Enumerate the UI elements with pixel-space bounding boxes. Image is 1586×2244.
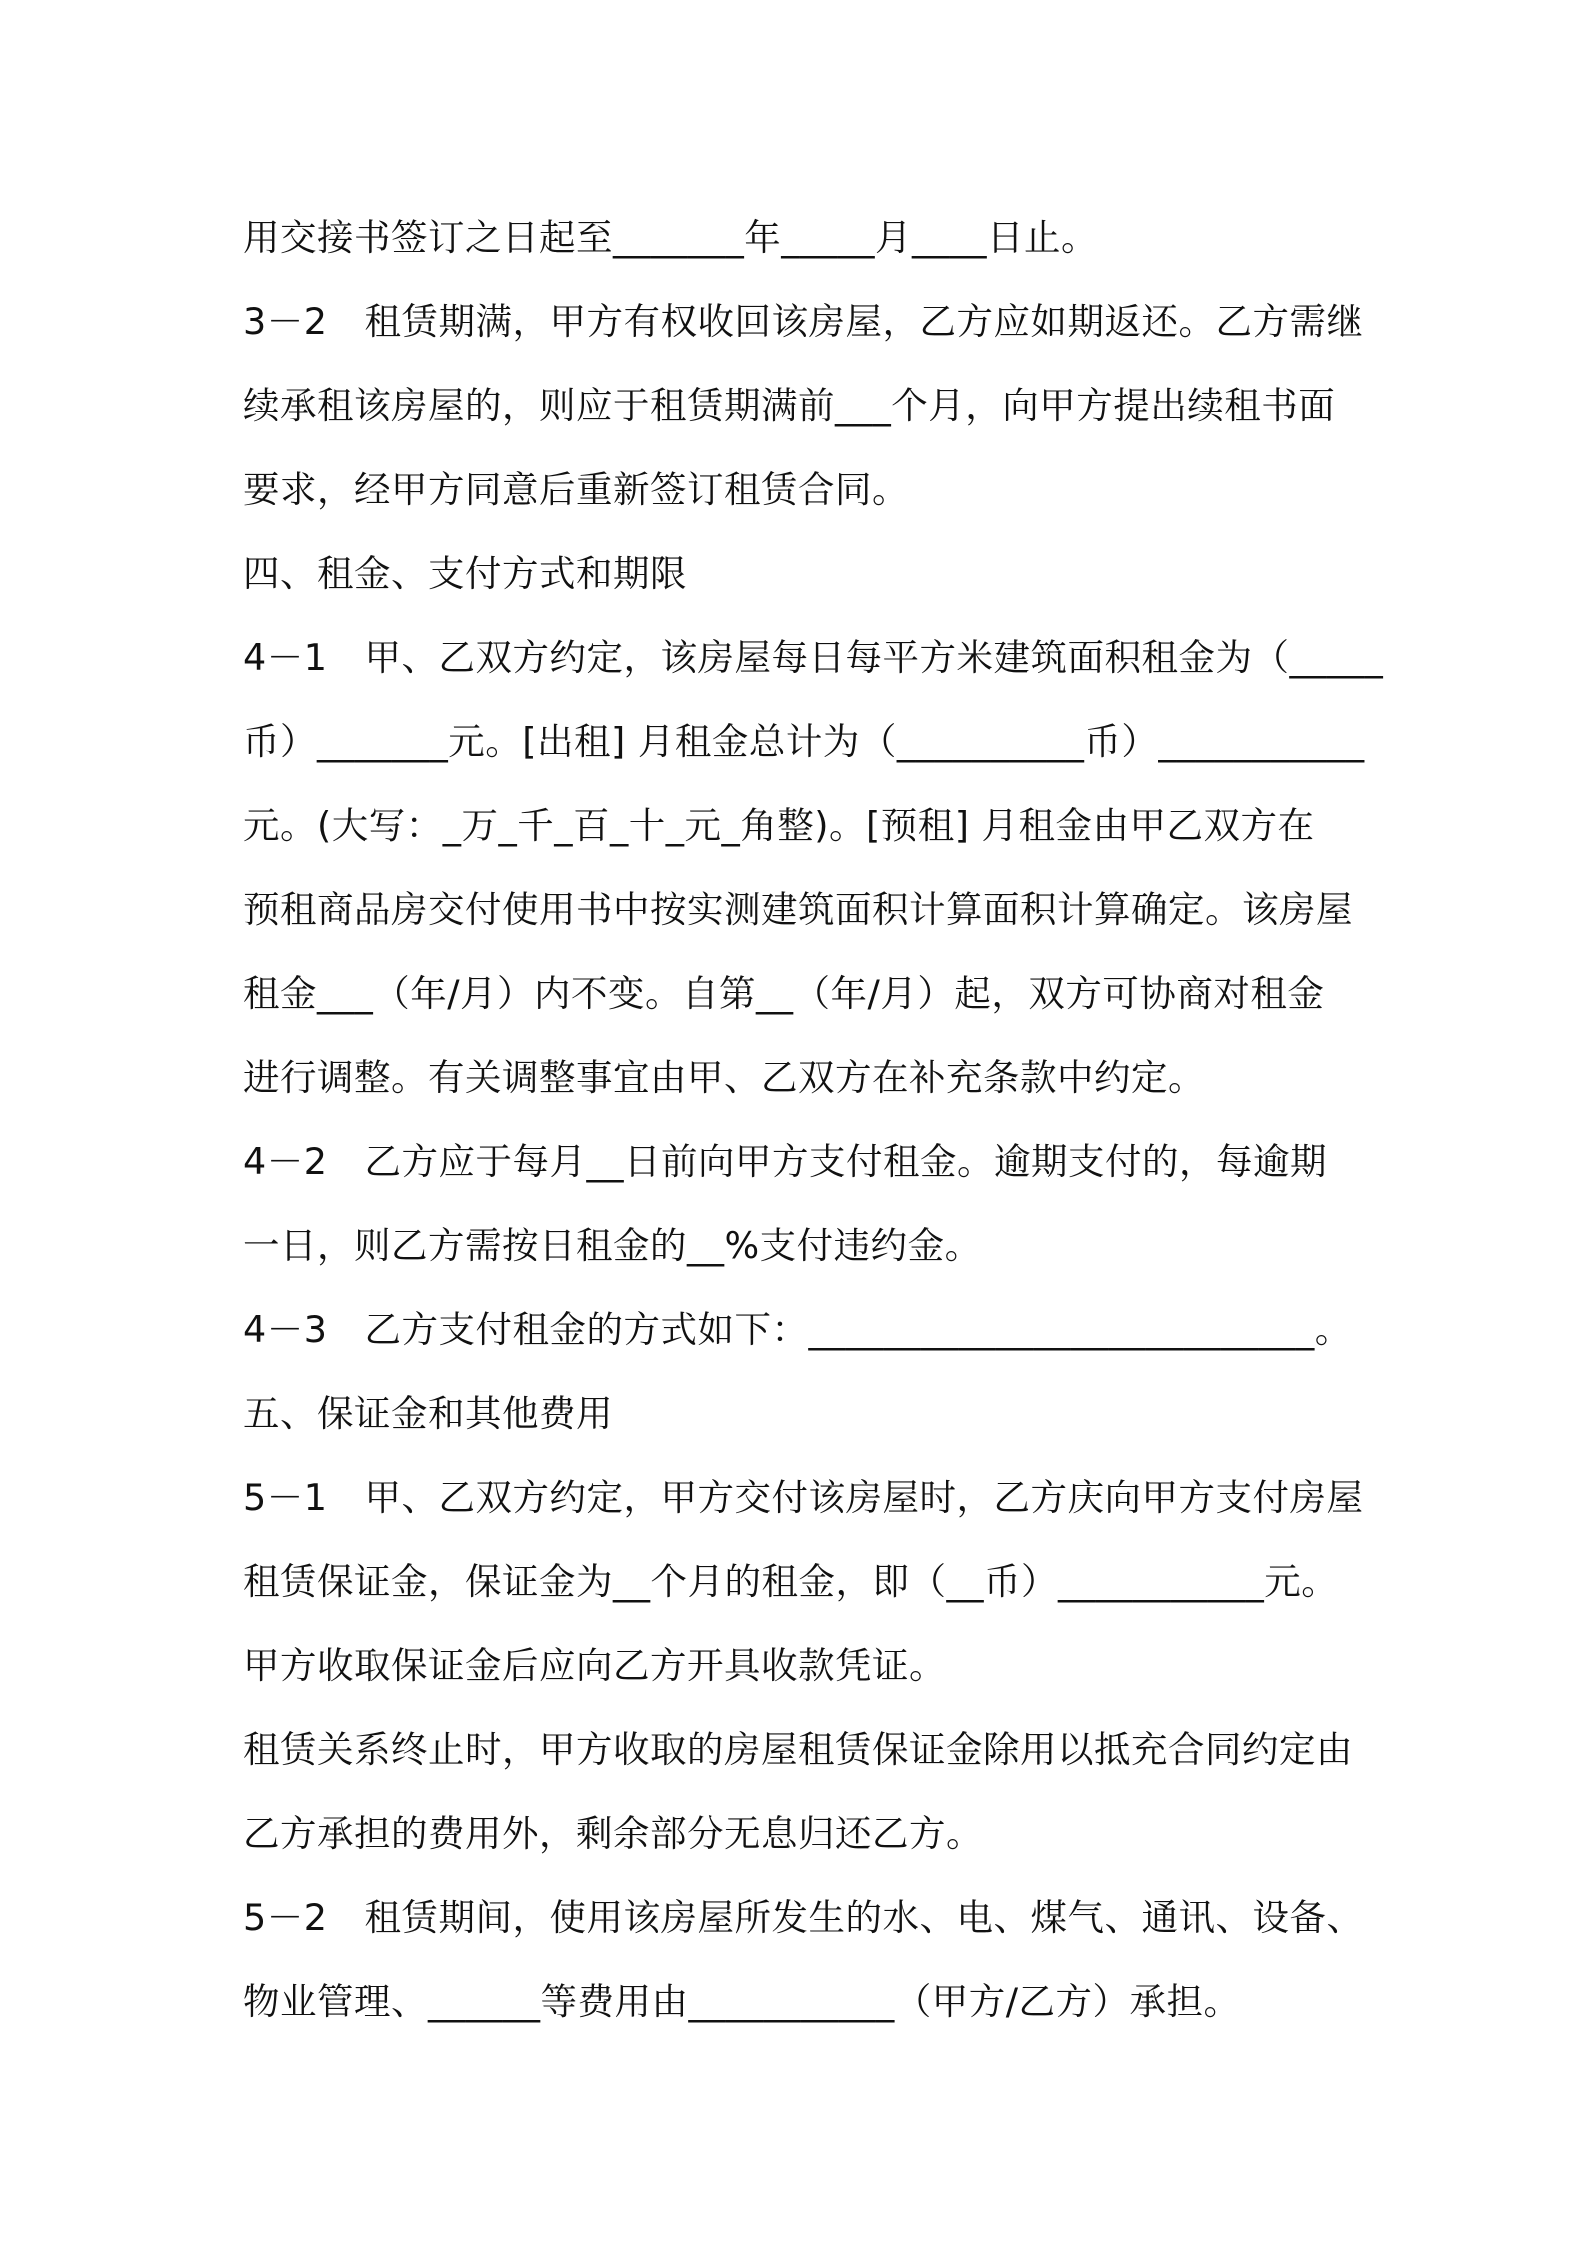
text-line: 币）_______元。[出租] 月租金总计为（__________币）___________ [243,720,1365,763]
text-line: 续承租该房屋的，则应于租赁期满前___个月，向甲方提出续租书面 [243,384,1336,427]
text-line: 租赁保证金，保证金为__个月的租金，即（__币）___________元。 [243,1560,1339,1603]
text-line: 要求，经甲方同意后重新签订租赁合同。 [243,468,909,511]
text-line: 4－2 乙方应于每月__日前向甲方支付租金。逾期支付的，每逾期 [243,1140,1327,1183]
section-heading: 四、租金、支付方式和期限 [243,552,687,595]
text-line: 租金___（年/月）内不变。自第__（年/月）起，双方可协商对租金 [243,972,1325,1015]
text-line: 进行调整。有关调整事宜由甲、乙双方在补充条款中约定。 [243,1056,1205,1099]
text-line: 物业管理、______等费用由___________（甲方/乙方）承担。 [243,1980,1241,2023]
text-line: 一日，则乙方需按日租金的__%支付违约金。 [243,1224,982,1267]
text-line: 4－1 甲、乙双方约定，该房屋每日每平方米建筑面积租金为（_____ [243,636,1384,679]
text-line: 4－3 乙方支付租金的方式如下：___________________________。 [243,1308,1352,1351]
text-line: 预租商品房交付使用书中按实测建筑面积计算面积计算确定。该房屋 [243,888,1353,931]
text-line: 5－1 甲、乙双方约定，甲方交付该房屋时，乙方庆向甲方支付房屋 [243,1476,1364,1519]
text-line: 元。(大写：_万_千_百_十_元_角整)。[预租] 月租金由甲乙双方在 [243,804,1315,847]
text-line: 3－2 租赁期满，甲方有权收回该房屋，乙方应如期返还。乙方需继 [243,300,1364,343]
text-line: 5－2 租赁期间，使用该房屋所发生的水、电、煤气、通讯、设备、 [243,1896,1364,1939]
text-line: 甲方收取保证金后应向乙方开具收款凭证。 [243,1644,946,1687]
text-line: 乙方承担的费用外，剩余部分无息归还乙方。 [243,1812,983,1855]
text-line: 租赁关系终止时，甲方收取的房屋租赁保证金除用以抵充合同约定由 [243,1728,1353,1771]
section-heading: 五、保证金和其他费用 [243,1392,613,1435]
contract-text-body [243,196,1384,2044]
text-line: 用交接书签订之日起至_______年_____月____日止。 [243,216,1098,259]
